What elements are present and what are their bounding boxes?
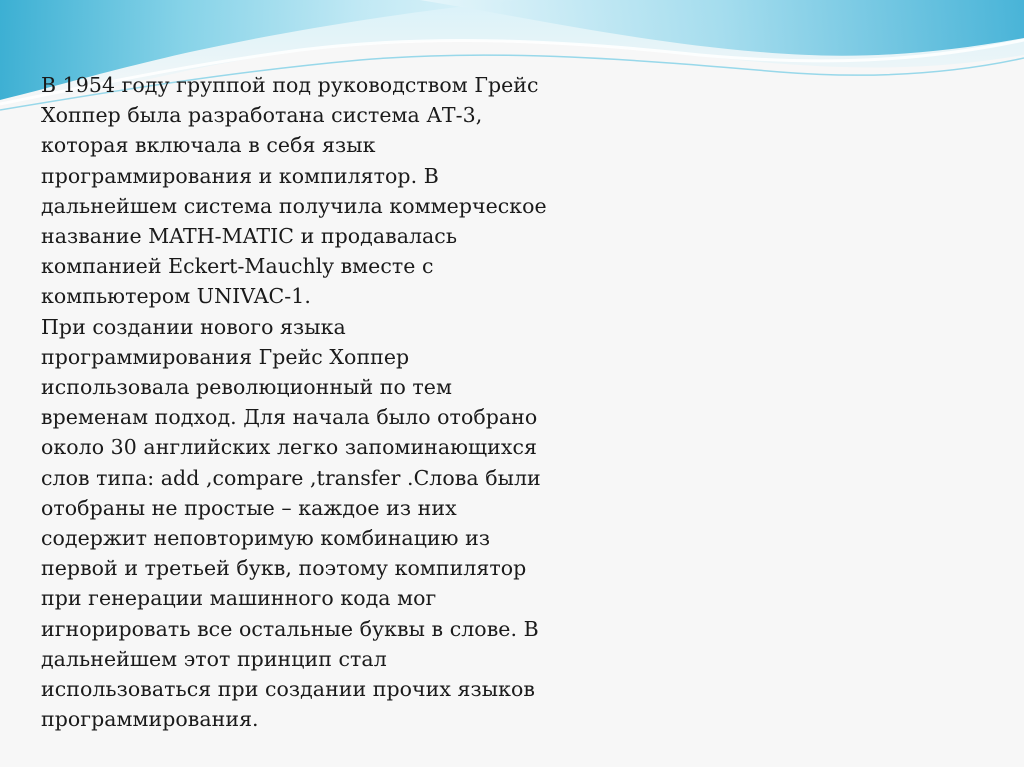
text-line: игнорировать все остальные буквы в слове. В xyxy=(41,616,539,641)
text-line: при генерации машинного кода мог xyxy=(41,586,437,611)
text-line: При создании нового языка xyxy=(41,314,346,339)
text-line: компьютером UNIVAC-1. xyxy=(41,284,311,309)
text-line: дальнейшем система получила коммерческое xyxy=(41,193,547,218)
text-line: отобраны не простые – каждое из них xyxy=(41,495,457,520)
text-line: дальнейшем этот принцип стал xyxy=(41,646,387,671)
text-line: программирования. xyxy=(41,707,259,732)
text-line: слов типа: add ,compare ,transfer .Слова были xyxy=(41,465,541,490)
text-line: использоваться при создании прочих языков xyxy=(41,677,535,702)
text-line: программирования и компилятор. В xyxy=(41,163,439,188)
text-line: компанией Eckert-Mauchly вместе с xyxy=(41,254,434,279)
text-line: около 30 английских легко запоминающихся xyxy=(41,435,538,460)
text-line: Хоппер была разработана система АТ-3, xyxy=(41,103,483,128)
text-line: первой и третьей букв, поэтому компилятор xyxy=(41,556,527,581)
text-line: название MATH-MATIC и продавалась xyxy=(41,224,458,249)
text-line: содержит неповторимую комбинацию из xyxy=(41,526,491,551)
text-line: временам подход. Для начала было отобрано xyxy=(41,405,538,430)
text-line: использовала революционный по тем xyxy=(41,375,452,400)
body-text xyxy=(41,70,581,734)
text-line: которая включала в себя язык xyxy=(41,133,376,158)
text-line: В 1954 году группой под руководством Грейс xyxy=(41,73,539,97)
text-line: программирования Грейс Хоппер xyxy=(41,344,410,369)
